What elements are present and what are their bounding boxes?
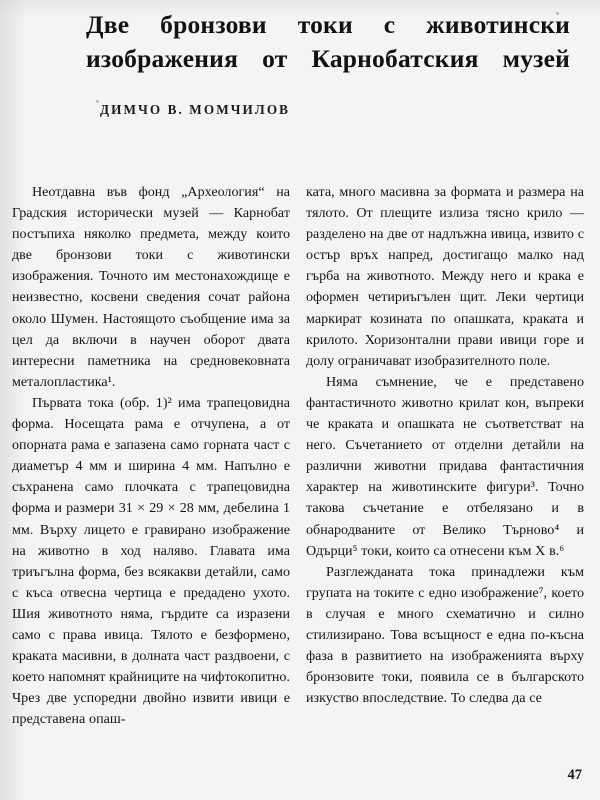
scan-speckle bbox=[96, 100, 99, 103]
body-columns bbox=[12, 182, 584, 730]
article-title-line-1: Две бронзови токи с животински bbox=[86, 10, 570, 39]
paragraph: Разглежданата тока принадлежи към групата на токите с едно изображение⁷, което в случая е много схематично и силно стилизирано. Това всъщност е една по-късна фаза в развитието на изображенията върху бронзовите токи, появила се в българското изкуство впоследствие. То следва да се bbox=[306, 563, 584, 707]
paragraph: Първата тока (обр. 1)² има трапецовидна форма. Носещата рама е отчупена, а от опорната рама е запазена само горната част с диаметър 4 мм и ширина 4 мм. Напълно е съхранена само плочката с трапецовидна форма и размери 31 × 29 × 28 мм, дебелина 1 мм. Върху лицето е гравирано изображение на животно в ход наляво. Главата има триъгълна форма, без всякакви детайли, само с къса отвесна чертица е предадено ухото. Шия животното няма, гърдите са изразени само с права ивица. Тялото е безформено, краката масивни, в долната част раздвоени, с което напомнят крайниците на чифтокопитно. Чрез две успоредни двойно извити ивици е представена опаш- bbox=[12, 394, 290, 728]
paragraph: Неотдавна във фонд „Археология“ на Градския исторически музей — Карнобат постъпиха няколко предмета, между които две бронзови токи с животински изображения. Точното им местонахождище е неизвестно, косвени сведения сочат района около Шумен. Настоящото съобщение има за цел да включи в научен оборот двата интересни паметника на средновековната металопластика¹. bbox=[12, 184, 290, 390]
column-right bbox=[306, 182, 584, 730]
article-title-line-2: изображения от Карнобатския музей bbox=[86, 43, 570, 73]
paragraph: Няма съмнение, че е представено фантастичното животно крилат кон, въпреки че краката и опашката не съответстват на него. Съчетанието от отделни детайли на различни животни придава фантастичния характер на животинските фигури³. Точно такова съчетание е отбелязано и в обнародваните от Велико Търново⁴ и Одърци⁵ токи, които са отнесени към X в.⁶ bbox=[306, 373, 584, 559]
article-title-block bbox=[0, 0, 600, 75]
scan-speckle bbox=[556, 12, 559, 15]
page-number: 47 bbox=[567, 767, 582, 783]
column-left bbox=[12, 182, 290, 730]
paragraph: ката, много масивна за формата и размера на тялото. От плещите излиза тясно крило — разделено на две от надлъжна ивица, извито с остър връх напред, достигащо малко над гърба на животното. Между него и крака е оформен четириъгълен щит. Леки чертици маркират козината по опашката, краката и крилото. Хоризонтални прави ивици горе и долу ограничават изобразителното поле. bbox=[306, 184, 584, 369]
article-author: ДИМЧО В. МОМЧИЛОВ bbox=[100, 102, 291, 118]
